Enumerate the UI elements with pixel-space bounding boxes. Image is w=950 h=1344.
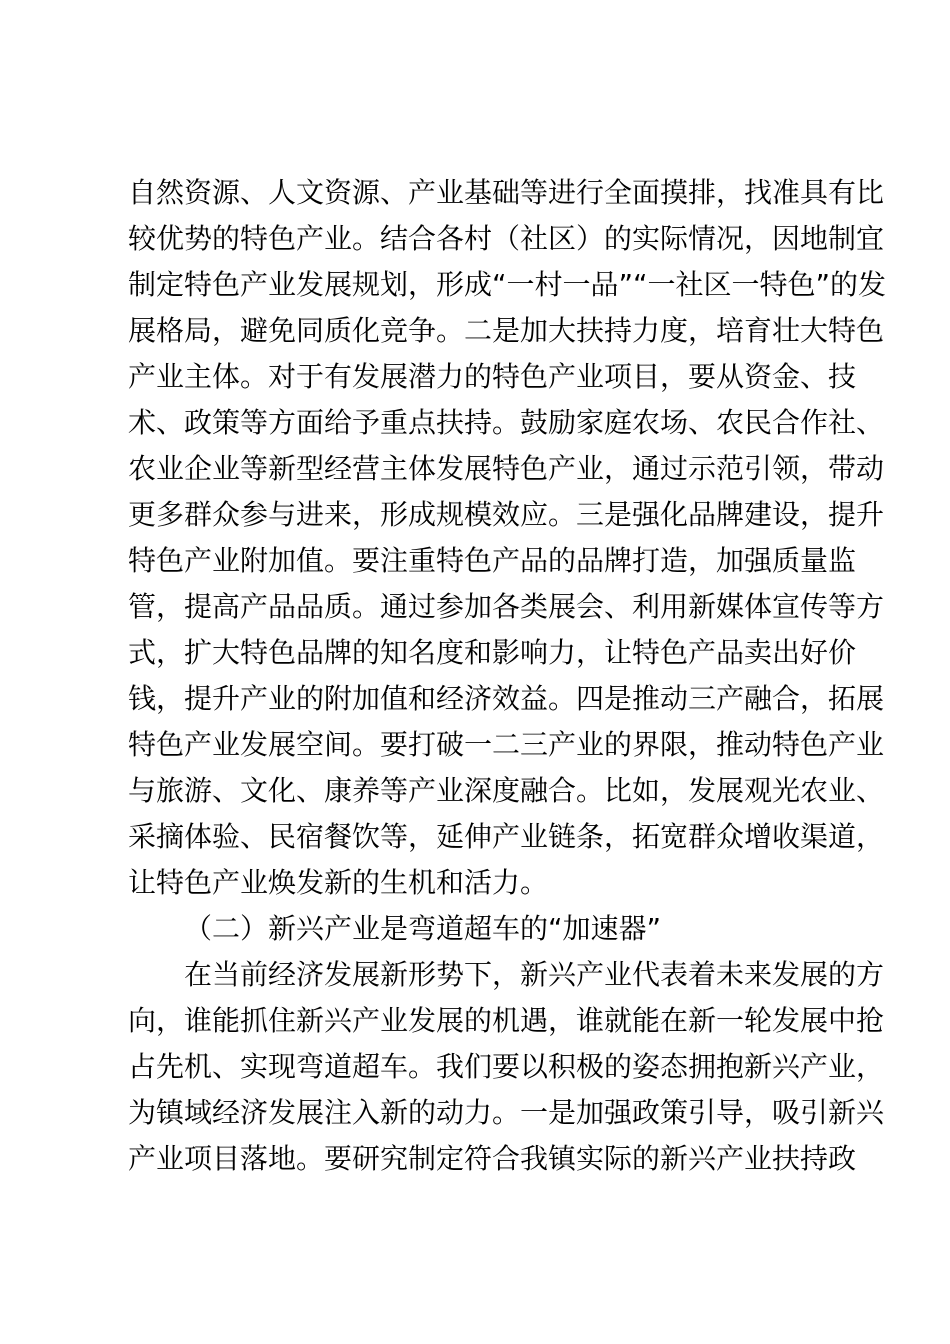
body-text bbox=[128, 170, 887, 1182]
text-line: 管，提高产品品质。通过参加各类展会、利用新媒体宣传等方 bbox=[128, 590, 885, 623]
text-line: 钱，提升产业的附加值和经济效益。四是推动三产融合，拓展 bbox=[128, 682, 885, 715]
section-heading: （二）新兴产业是弯道超车的“加速器” bbox=[184, 912, 662, 945]
text-line: 自然资源、人文资源、产业基础等进行全面摸排，找准具有比 bbox=[128, 176, 885, 209]
text-line: 农业企业等新型经营主体发展特色产业，通过示范引领，带动 bbox=[128, 452, 885, 485]
text-line: 特色产业发展空间。要打破一二三产业的界限，推动特色产业 bbox=[128, 728, 885, 761]
text-line: 制定特色产业发展规划，形成“一村一品”“一社区一特色”的发 bbox=[128, 268, 887, 301]
text-line: 与旅游、文化、康养等产业深度融合。比如，发展观光农业、 bbox=[128, 774, 885, 807]
text-line: 较优势的特色产业。结合各村（社区）的实际情况，因地制宜 bbox=[128, 222, 885, 255]
text-line: 产业主体。对于有发展潜力的特色产业项目，要从资金、技 bbox=[128, 360, 857, 393]
text-line: 更多群众参与进来，形成规模效应。三是强化品牌建设，提升 bbox=[128, 498, 885, 531]
text-line: 采摘体验、民宿餐饮等，延伸产业链条，拓宽群众增收渠道， bbox=[128, 820, 885, 853]
text-line: 占先机、实现弯道超车。我们要以积极的姿态拥抱新兴产业， bbox=[128, 1050, 885, 1083]
text-line: 术、政策等方面给予重点扶持。鼓励家庭农场、农民合作社、 bbox=[128, 406, 885, 439]
text-line: 向，谁能抓住新兴产业发展的机遇，谁就能在新一轮发展中抢 bbox=[128, 1004, 885, 1037]
text-line: 特色产业附加值。要注重特色产品的品牌打造，加强质量监 bbox=[128, 544, 857, 577]
text-line: 让特色产业焕发新的生机和活力。 bbox=[128, 866, 549, 899]
text-line: 产业项目落地。要研究制定符合我镇实际的新兴产业扶持政 bbox=[128, 1142, 857, 1175]
text-line: 式，扩大特色品牌的知名度和影响力，让特色产品卖出好价 bbox=[128, 636, 857, 669]
text-line: 展格局，避免同质化竞争。二是加大扶持力度，培育壮大特色 bbox=[128, 314, 885, 347]
paragraph-first-line: 在当前经济发展新形势下，新兴产业代表着未来发展的方 bbox=[184, 958, 885, 991]
text-line: 为镇域经济发展注入新的动力。一是加强政策引导，吸引新兴 bbox=[128, 1096, 885, 1129]
